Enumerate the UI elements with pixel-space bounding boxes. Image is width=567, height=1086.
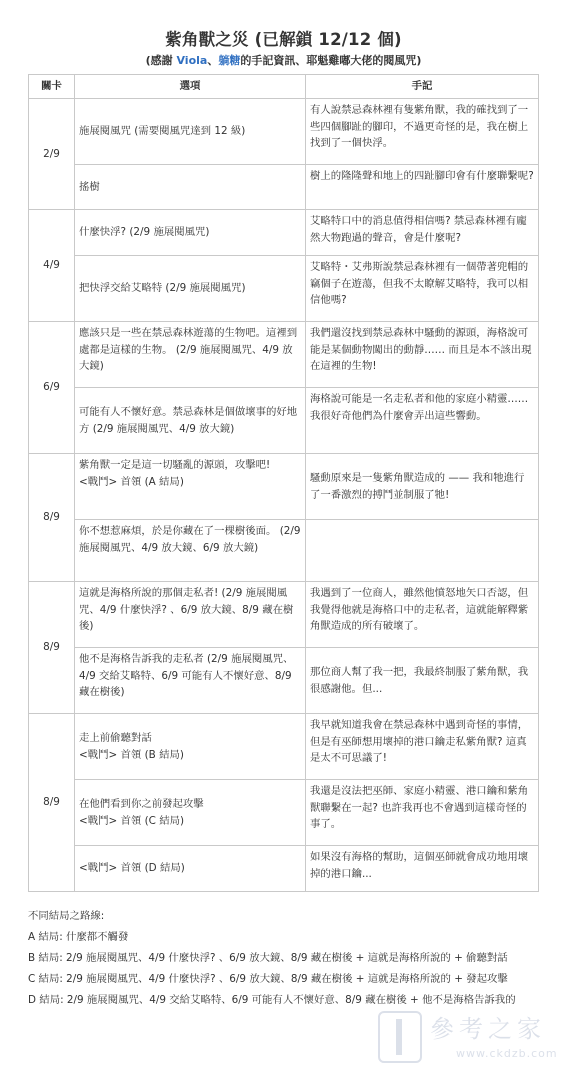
- note-cell: 我早就知道我會在禁忌森林中遇到奇怪的事情，但是有巫師想用壞掉的港口鑰走私紫角獸? 這真是太不可思議了!: [306, 714, 539, 780]
- table-row: [29, 648, 539, 714]
- table-header-row: [29, 75, 539, 99]
- note-cell: 有人說禁忌森林裡有隻紫角獸，我的確找到了一些四個腳趾的腳印，不過更奇怪的是，我在樹上找到了一個快浮。: [306, 99, 539, 165]
- note-cell: 樹上的隆隆聲和地上的四趾腳印會有什麼聯繫呢?: [306, 165, 539, 210]
- battle-label: <戰鬥> 首領 (A 結局): [79, 475, 184, 488]
- note-cell: 那位商人幫了我一把，我最終制服了紫角獸，我很感謝他。但...: [306, 648, 539, 714]
- option-cell: 這就是海格所說的那個走私者! (2/9 施展閱風咒、4/9 什麼快浮? 、6/9 放大鏡、8/9 藏在樹後): [75, 582, 306, 648]
- header-level: 關卡: [29, 75, 75, 99]
- watermark-text: 參考之家: [430, 1015, 546, 1043]
- option-cell: 可能有人不懷好意。禁忌森林是個做壞事的好地方 (2/9 施展閱風咒、4/9 放大鏡): [75, 388, 306, 454]
- note-cell: 我還是沒法把巫師、家庭小精靈、港口鑰和紫角獸聯繫在一起? 也許我再也不會遇到這樣奇怪的事了。: [306, 780, 539, 846]
- credits-separator: 、: [207, 54, 219, 67]
- note-cell: 騷動原來是一隻紫角獸造成的 —— 我和牠進行了一番激烈的搏鬥並制服了牠!: [306, 454, 539, 520]
- level-cell: 6/9: [29, 322, 75, 454]
- credit-link-tangtang[interactable]: 躺糖: [218, 54, 241, 67]
- level-cell: 4/9: [29, 210, 75, 322]
- option-cell: 他不是海格告訴我的走私者 (2/9 施展閱風咒、4/9 交給艾略特、6/9 可能有人不懷好意、8/9 藏在樹後): [75, 648, 306, 714]
- route-d: D 結局: 2/9 施展閱風咒、4/9 交給艾略特、6/9 可能有人不懷好意、8/9 藏在樹後 + 他不是海格告訴我的: [28, 994, 516, 1006]
- routes-title: 不同結局之路線:: [28, 910, 105, 922]
- option-cell: [75, 454, 306, 520]
- note-cell: 我遇到了一位商人，雖然他憤怒地矢口否認，但我覺得他就是海格口中的走私者，這就能解釋紫角獸造成的所有破壞了。: [306, 582, 539, 648]
- note-cell: 如果沒有海格的幫助，這個巫師就會成功地用壞掉的港口鑰...: [306, 846, 539, 892]
- table-row: [29, 454, 539, 520]
- table-row: [29, 582, 539, 648]
- note-cell: 海格說可能是一名走私者和他的家庭小精靈…… 我很好奇他們為什麼會弄出這些響動。: [306, 388, 539, 454]
- level-cell: 8/9: [29, 714, 75, 892]
- option-cell: [75, 714, 306, 780]
- watermark-logo-icon: [378, 1011, 422, 1063]
- credits-line: [0, 52, 567, 68]
- table-row: [29, 256, 539, 322]
- table-row: [29, 210, 539, 256]
- route-b: B 結局: 2/9 施展閱風咒、4/9 什麼快浮? 、6/9 放大鏡、8/9 藏在樹後 + 這就是海格所說的 + 偷聽對話: [28, 952, 508, 964]
- table-row: [29, 99, 539, 165]
- table-row: [29, 322, 539, 388]
- site-watermark: [378, 1003, 558, 1073]
- table-row: [29, 780, 539, 846]
- route-c: C 結局: 2/9 施展閱風咒、4/9 什麼快浮? 、6/9 放大鏡、8/9 藏在樹後 + 這就是海格所說的 + 發起攻擊: [28, 973, 508, 985]
- option-cell: 什麼快浮? (2/9 施展閱風咒): [75, 210, 306, 256]
- option-cell: 施展閱風咒 (需要閱風咒達到 12 級): [75, 99, 306, 165]
- table-row: [29, 520, 539, 582]
- note-cell: 我們還沒找到禁忌森林中騷動的源頭，海格說可能是某個動物闖出的動靜…… 而且是本不該出現在這裡的生物!: [306, 322, 539, 388]
- credit-link-viola[interactable]: Viola: [176, 54, 208, 67]
- credits-suffix: 的手記資訊、耶魁雞嘟大佬的閱風咒): [240, 54, 422, 67]
- note-cell: [306, 520, 539, 582]
- level-cell: 8/9: [29, 454, 75, 582]
- option-cell: <戰鬥> 首領 (D 結局): [75, 846, 306, 892]
- option-cell: 你不想惹麻煩，於是你藏在了一棵樹後面。 (2/9 施展閱風咒、4/9 放大鏡、6/9 放大鏡): [75, 520, 306, 582]
- option-cell: [75, 780, 306, 846]
- route-a: A 結局: 什麼都不觸發: [28, 931, 129, 943]
- option-cell: 應該只是一些在禁忌森林遊蕩的生物吧。這裡到處都是這樣的生物。 (2/9 施展閱風咒、4/9 放大鏡): [75, 322, 306, 388]
- level-cell: 2/9: [29, 99, 75, 210]
- option-cell: 把快浮交給艾略特 (2/9 施展閱風咒): [75, 256, 306, 322]
- option-cell: 搖樹: [75, 165, 306, 210]
- level-cell: 8/9: [29, 582, 75, 714]
- battle-label: <戰鬥> 首領 (B 結局): [79, 748, 184, 761]
- page-title: 紫角獸之災 (已解鎖 12/12 個): [165, 30, 402, 49]
- watermark-url: www.ckdzb.com: [456, 1047, 558, 1060]
- table-row: [29, 388, 539, 454]
- note-cell: 艾略特口中的消息值得相信嗎? 禁忌森林裡有龐然大物跑過的聲音，會是什麼呢?: [306, 210, 539, 256]
- option-text: 在他們看到你之前發起攻擊: [79, 798, 204, 810]
- table-row: [29, 165, 539, 210]
- credits-prefix: (感謝: [145, 54, 177, 67]
- option-text: 走上前偷聽對話: [79, 732, 152, 744]
- header-note: 手記: [306, 75, 539, 99]
- table-row: [29, 714, 539, 780]
- quest-table: [28, 74, 539, 892]
- table-row: [29, 846, 539, 892]
- option-text: 紫角獸一定是這一切騷亂的源頭，攻擊吧!: [79, 459, 271, 471]
- battle-label: <戰鬥> 首領 (C 結局): [79, 814, 185, 827]
- ending-routes: [28, 906, 548, 1011]
- header-option: 選項: [75, 75, 306, 99]
- note-cell: 艾略特・艾弗斯說禁忌森林裡有一個帶著兜帽的竊個子在遊蕩，但我不太瞭解艾略特，我可以相信他嗎?: [306, 256, 539, 322]
